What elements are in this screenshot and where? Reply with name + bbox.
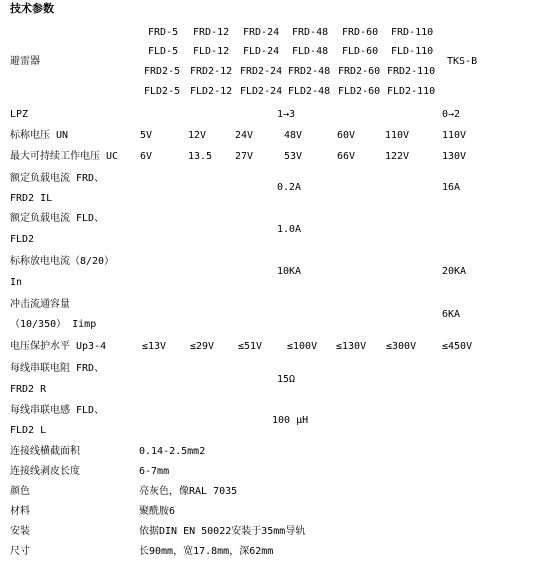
up-value: ≤100V [287,341,318,352]
page-title: 技术参数 [10,2,54,15]
model-cell: FRD2-110 [387,66,436,77]
up-value: ≤51V [238,341,263,352]
fld-current-value: 1.0A [277,224,302,235]
un-value: 5V [140,130,153,141]
spec-value: 6-7mm [139,466,170,477]
in-label: In [10,277,23,288]
model-cell: FRD2-60 [338,66,381,77]
un-value: 24V [235,130,254,141]
il-tks-value: 16A [442,182,461,193]
spec-value: 依据DIN EN 50022安装于35mm导轨 [139,526,306,537]
uc-label: 最大可持续工作电压 UC [10,151,119,162]
un-label: 标称电压 UN [10,130,69,141]
spec-label: 安装 [10,526,30,537]
r-label: FRD2 R [10,384,47,395]
model-cell: FRD-60 [342,27,379,38]
up-label: 电压保护水平 Up3-4 [10,341,107,352]
model-cell: FLD2-110 [387,86,436,97]
model-cell: FLD-110 [391,46,434,57]
spec-label: 颜色 [10,486,30,497]
model-cell: FLD-24 [243,46,280,57]
in-label: 标称放电电流（8/20） [10,256,115,267]
model-cell: FRD2-5 [144,66,181,77]
fld-current-label: FLD2 [10,234,35,245]
model-cell: FLD-12 [193,46,230,57]
spec-label: 尺寸 [10,546,30,557]
r-value: 15Ω [277,374,296,385]
spec-value: 亮灰色，像RAL 7035 [139,486,238,497]
model-cell: FRD-110 [391,27,434,38]
spec-value: 0.14-2.5mm2 [139,446,206,457]
spec-value: 长90mm，宽17.8mm，深62mm [139,546,274,557]
l-label: 每线串联电感 FLD、 [10,405,105,416]
uc-value: 27V [235,151,254,162]
uc-value: 122V [385,151,410,162]
spec-label: 材料 [10,506,30,517]
model-cell: FLD2-48 [288,86,331,97]
il-label: FRD2 IL [10,193,53,204]
up-value: ≤300V [386,341,417,352]
il-label: 额定负载电流 FRD、 [10,173,105,184]
model-cell: FRD-12 [193,27,230,38]
up-value: ≤29V [190,341,215,352]
model-cell: FLD2-24 [240,86,283,97]
model-cell: FLD-48 [292,46,329,57]
model-cell: FRD2-24 [240,66,283,77]
il-value: 0.2A [277,182,302,193]
un-value: 60V [337,130,356,141]
uc-tks-value: 130V [442,151,467,162]
up-value: ≤13V [142,341,167,352]
tks-model: TKS-B [447,56,478,67]
lpz-tks-value: 0→2 [442,109,461,120]
spec-label: 连接线横截面积 [10,446,80,457]
uc-value: 13.5 [188,151,213,162]
lpz-label: LPZ [10,109,29,120]
arrester-label: 避雷器 [10,56,40,67]
uc-value: 6V [140,151,153,162]
imp-label: （10/350） Iimp [10,319,97,330]
model-cell: FLD2-12 [190,86,233,97]
model-cell: FLD2-60 [338,86,381,97]
un-value: 110V [385,130,410,141]
model-cell: FLD-5 [148,46,179,57]
imp-tks-value: 6KA [442,309,461,320]
model-cell: FLD2-5 [144,86,181,97]
in-tks-value: 20KA [442,266,467,277]
un-tks-value: 110V [442,130,467,141]
l-value: 100 μH [272,415,309,426]
in-value: 10KA [277,266,302,277]
model-cell: FRD-48 [292,27,329,38]
model-cell: FRD2-48 [288,66,331,77]
spec-value: 聚酰胺6 [139,506,176,517]
l-label: FLD2 L [10,425,47,436]
model-cell: FRD-5 [148,27,179,38]
up-value: ≤130V [336,341,367,352]
lpz-value: 1→3 [277,109,296,120]
model-cell: FRD-24 [243,27,280,38]
fld-current-label: 额定负载电流 FLD、 [10,213,105,224]
r-label: 每线串联电阻 FRD、 [10,363,105,374]
imp-label: 冲击流通容量 [10,299,70,310]
un-value: 12V [188,130,207,141]
model-cell: FLD-60 [342,46,379,57]
up-tks-value: ≤450V [442,341,473,352]
uc-value: 53V [284,151,303,162]
spec-label: 连接线剥皮长度 [10,466,80,477]
model-cell: FRD2-12 [190,66,233,77]
uc-value: 66V [337,151,356,162]
un-value: 48V [284,130,303,141]
